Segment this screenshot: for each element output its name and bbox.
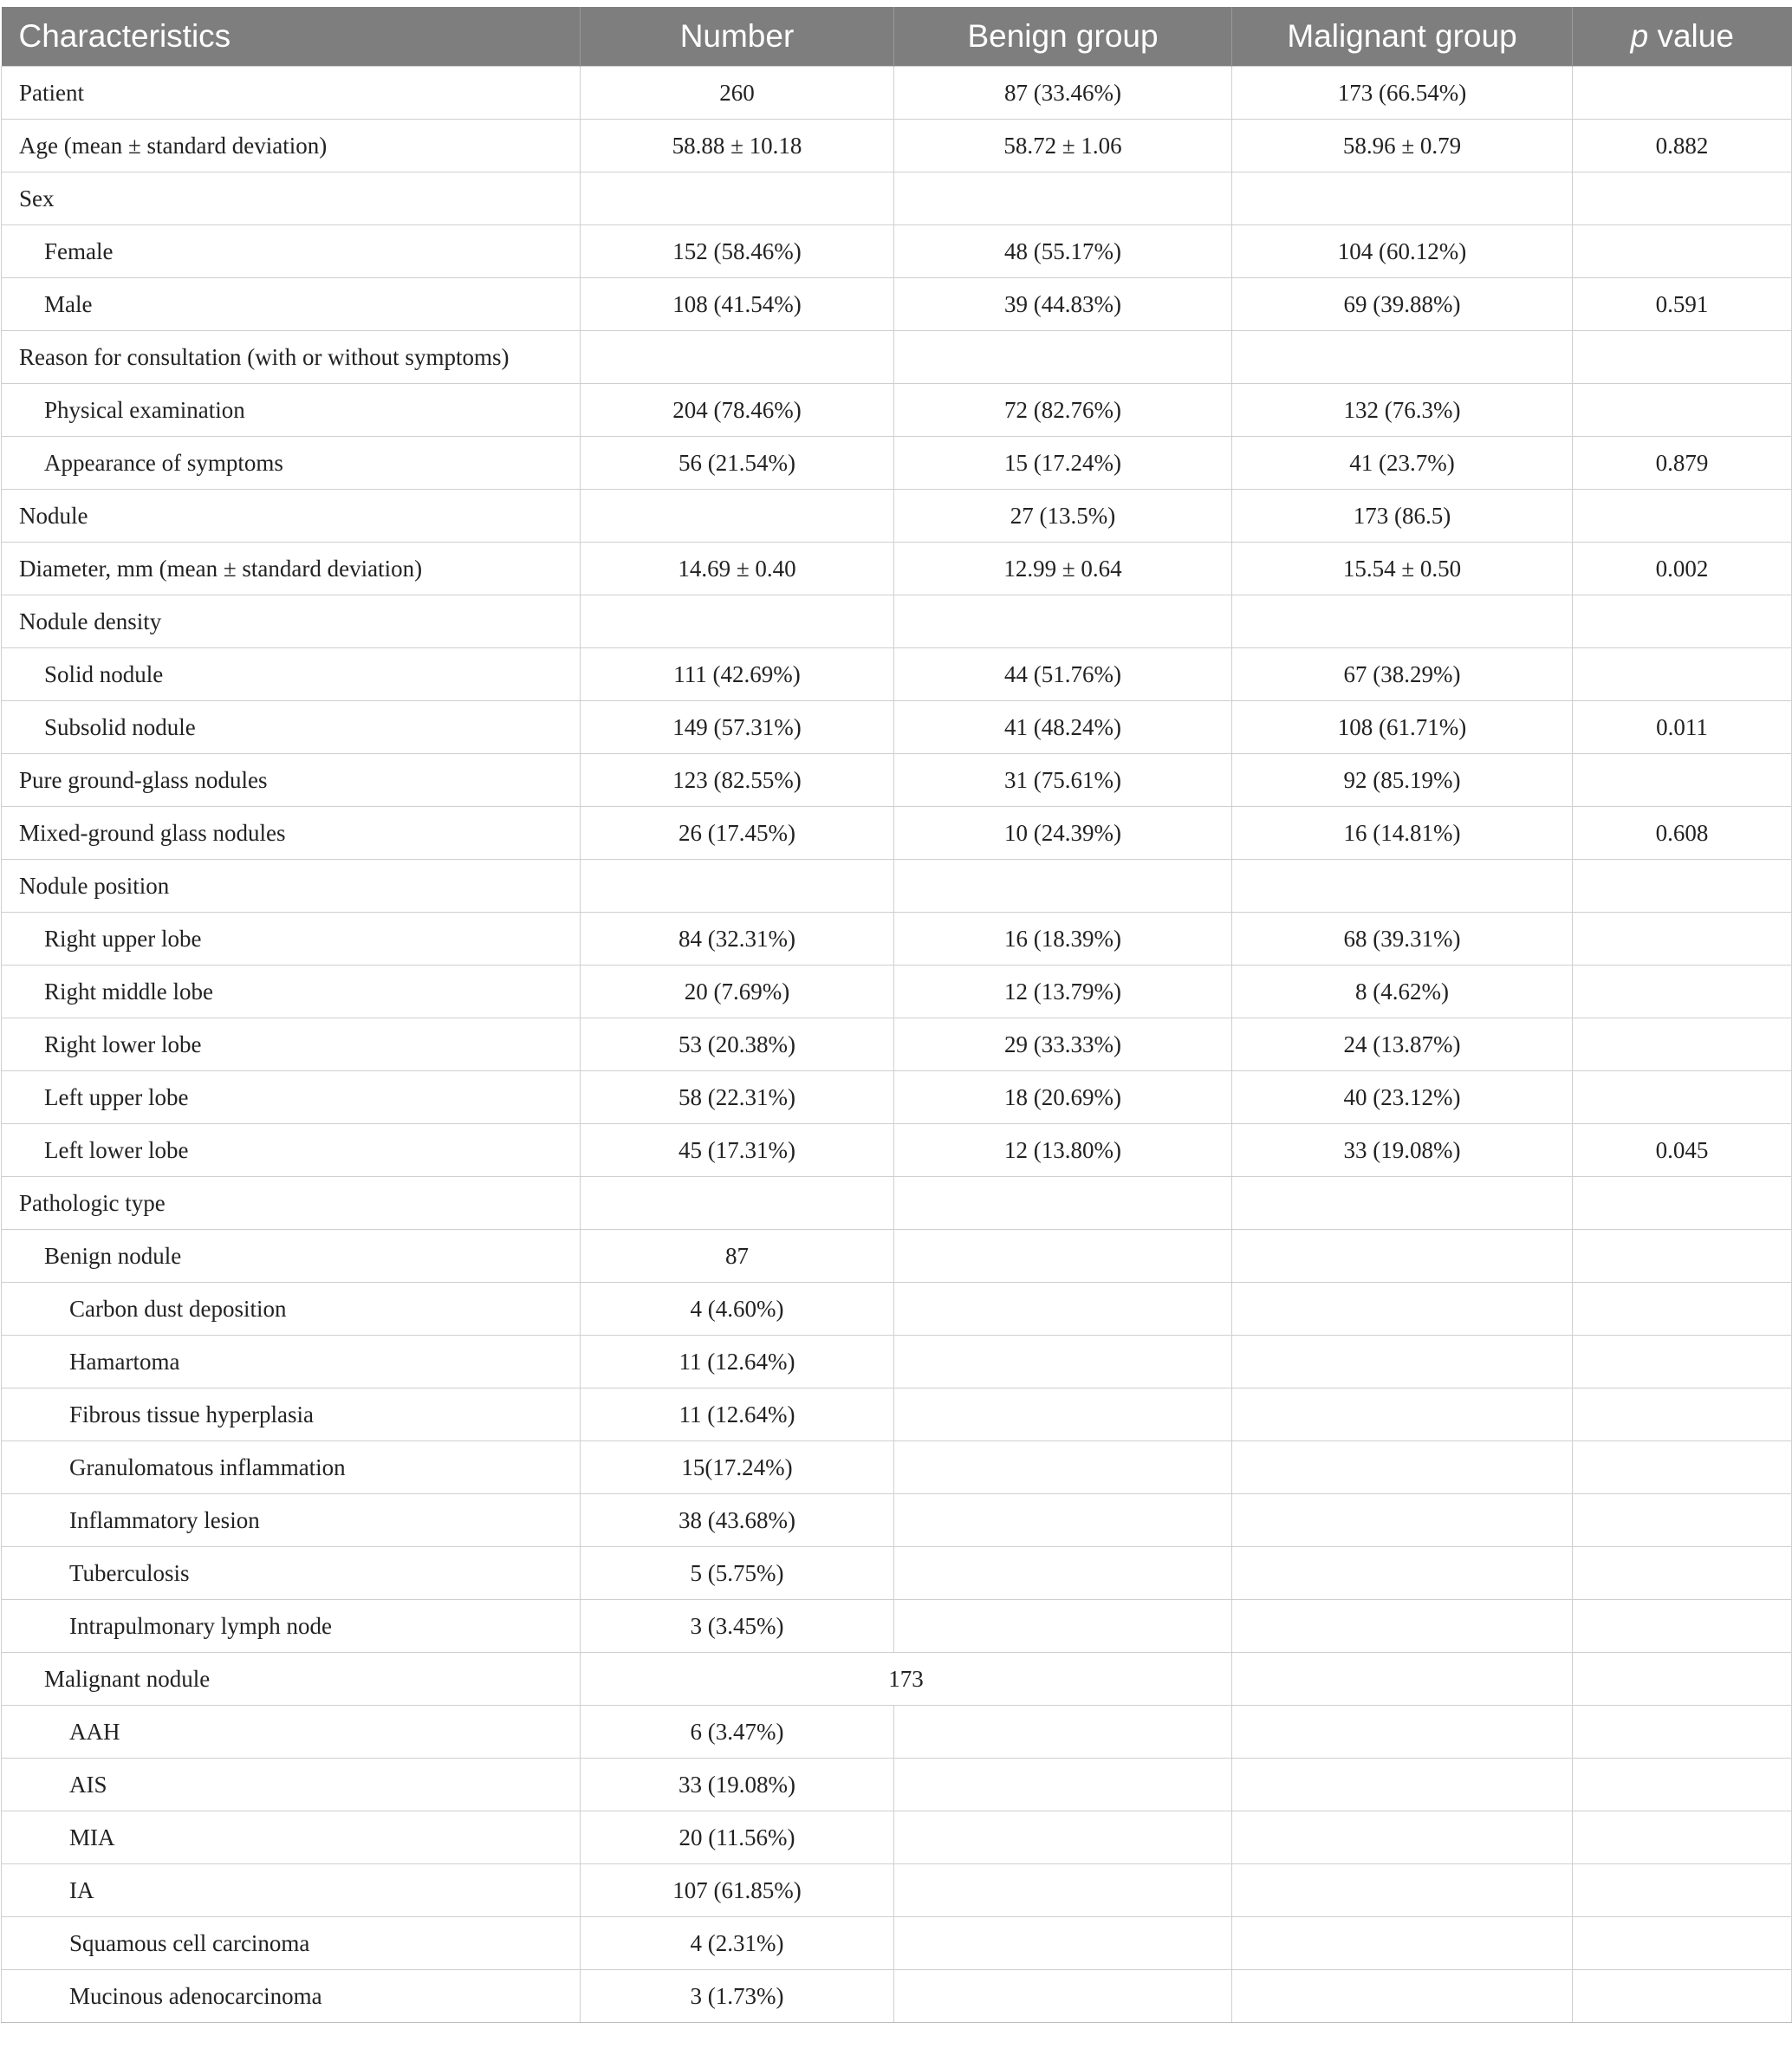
cell-malignant	[1232, 860, 1573, 913]
cell-p-value	[1573, 966, 1792, 1018]
cell-malignant	[1232, 172, 1573, 225]
cell-number: 15(17.24%)	[581, 1441, 894, 1494]
table-row	[2, 331, 1792, 384]
table-row	[2, 1547, 1792, 1600]
cell-number: 45 (17.31%)	[581, 1124, 894, 1177]
cell-malignant: 24 (13.87%)	[1232, 1018, 1573, 1071]
cell-benign: 12 (13.80%)	[894, 1124, 1232, 1177]
cell-benign: 58.72 ± 1.06	[894, 120, 1232, 172]
cell-p-value: 0.882	[1573, 120, 1792, 172]
cell-number: 6 (3.47%)	[581, 1706, 894, 1759]
cell-p-value: 0.045	[1573, 1124, 1792, 1177]
table-row	[2, 1811, 1792, 1864]
table-row	[2, 1388, 1792, 1441]
header-characteristics: Characteristics	[2, 7, 581, 67]
cell-malignant: 69 (39.88%)	[1232, 278, 1573, 331]
cell-benign	[894, 1759, 1232, 1811]
cell-p-value	[1573, 1917, 1792, 1970]
cell-benign: 18 (20.69%)	[894, 1071, 1232, 1124]
cell-number: 152 (58.46%)	[581, 225, 894, 278]
table-row	[2, 1653, 1792, 1706]
cell-p-value	[1573, 331, 1792, 384]
cell-malignant: 108 (61.71%)	[1232, 701, 1573, 754]
cell-number: 26 (17.45%)	[581, 807, 894, 860]
row-label: Malignant nodule	[2, 1653, 581, 1706]
table-body	[2, 67, 1792, 2023]
cell-number: 107 (61.85%)	[581, 1864, 894, 1917]
cell-number: 11 (12.64%)	[581, 1388, 894, 1441]
cell-malignant: 33 (19.08%)	[1232, 1124, 1573, 1177]
cell-benign	[894, 1441, 1232, 1494]
cell-p-value: 0.002	[1573, 543, 1792, 595]
row-label: Intrapulmonary lymph node	[2, 1600, 581, 1653]
cell-number	[581, 172, 894, 225]
cell-number	[581, 331, 894, 384]
cell-p-value	[1573, 1759, 1792, 1811]
row-label: Left lower lobe	[2, 1124, 581, 1177]
cell-number: 4 (4.60%)	[581, 1283, 894, 1336]
row-label: Carbon dust deposition	[2, 1283, 581, 1336]
cell-malignant	[1232, 1336, 1573, 1388]
table-row	[2, 1018, 1792, 1071]
cell-p-value	[1573, 1547, 1792, 1600]
cell-p-value	[1573, 1388, 1792, 1441]
cell-number: 108 (41.54%)	[581, 278, 894, 331]
cell-p-value: 0.011	[1573, 701, 1792, 754]
row-label: IA	[2, 1864, 581, 1917]
row-label: Nodule density	[2, 595, 581, 648]
cell-malignant: 173 (86.5)	[1232, 490, 1573, 543]
cell-benign	[894, 172, 1232, 225]
row-label: Pathologic type	[2, 1177, 581, 1230]
cell-p-value	[1573, 1283, 1792, 1336]
table-row	[2, 701, 1792, 754]
row-label: Right middle lobe	[2, 966, 581, 1018]
table-row	[2, 490, 1792, 543]
cell-benign: 15 (17.24%)	[894, 437, 1232, 490]
cell-number: 84 (32.31%)	[581, 913, 894, 966]
cell-benign: 44 (51.76%)	[894, 648, 1232, 701]
cell-benign: 39 (44.83%)	[894, 278, 1232, 331]
table-row	[2, 860, 1792, 913]
cell-p-value	[1573, 648, 1792, 701]
cell-p-value: 0.608	[1573, 807, 1792, 860]
cell-number: 149 (57.31%)	[581, 701, 894, 754]
cell-p-value	[1573, 384, 1792, 437]
cell-malignant: 173 (66.54%)	[1232, 67, 1573, 120]
cell-p-value	[1573, 860, 1792, 913]
table-row	[2, 1124, 1792, 1177]
cell-benign	[894, 860, 1232, 913]
table-row	[2, 1336, 1792, 1388]
cell-p-value	[1573, 225, 1792, 278]
row-label: AAH	[2, 1706, 581, 1759]
header-number: Number	[581, 7, 894, 67]
cell-number: 56 (21.54%)	[581, 437, 894, 490]
cell-malignant	[1232, 1283, 1573, 1336]
cell-p-value	[1573, 67, 1792, 120]
cell-p-value	[1573, 1177, 1792, 1230]
cell-p-value	[1573, 1336, 1792, 1388]
header-benign-group: Benign group	[894, 7, 1232, 67]
cell-number: 3 (3.45%)	[581, 1600, 894, 1653]
cell-malignant: 41 (23.7%)	[1232, 437, 1573, 490]
row-label: Solid nodule	[2, 648, 581, 701]
cell-benign	[894, 1811, 1232, 1864]
cell-number: 260	[581, 67, 894, 120]
cell-malignant	[1232, 1653, 1573, 1706]
table-row	[2, 1864, 1792, 1917]
header-p-rest: value	[1648, 18, 1734, 54]
cell-number: 58.88 ± 10.18	[581, 120, 894, 172]
cell-benign: 31 (75.61%)	[894, 754, 1232, 807]
row-label: Nodule position	[2, 860, 581, 913]
cell-number: 20 (7.69%)	[581, 966, 894, 1018]
cell-p-value	[1573, 1970, 1792, 2023]
cell-malignant	[1232, 1441, 1573, 1494]
cell-benign: 41 (48.24%)	[894, 701, 1232, 754]
table-row	[2, 1230, 1792, 1283]
cell-number: 4 (2.31%)	[581, 1917, 894, 1970]
cell-number: 38 (43.68%)	[581, 1494, 894, 1547]
table-row	[2, 1759, 1792, 1811]
cell-malignant	[1232, 1230, 1573, 1283]
cell-p-value	[1573, 1600, 1792, 1653]
table-row	[2, 1494, 1792, 1547]
cell-benign	[894, 1547, 1232, 1600]
cell-benign: 12 (13.79%)	[894, 966, 1232, 1018]
row-label: Female	[2, 225, 581, 278]
row-label: Granulomatous inflammation	[2, 1441, 581, 1494]
row-label: Appearance of symptoms	[2, 437, 581, 490]
cell-p-value	[1573, 913, 1792, 966]
cell-malignant	[1232, 1600, 1573, 1653]
table-row	[2, 966, 1792, 1018]
table-header	[2, 7, 1792, 67]
cell-malignant: 68 (39.31%)	[1232, 913, 1573, 966]
cell-number: 111 (42.69%)	[581, 648, 894, 701]
row-label: Mixed-ground glass nodules	[2, 807, 581, 860]
cell-benign	[894, 1864, 1232, 1917]
cell-number	[581, 490, 894, 543]
cell-number: 123 (82.55%)	[581, 754, 894, 807]
cell-p-value	[1573, 1441, 1792, 1494]
cell-number	[581, 860, 894, 913]
cell-malignant: 15.54 ± 0.50	[1232, 543, 1573, 595]
cell-number: 204 (78.46%)	[581, 384, 894, 437]
row-label: Tuberculosis	[2, 1547, 581, 1600]
cell-p-value	[1573, 1494, 1792, 1547]
cell-malignant	[1232, 1917, 1573, 1970]
cell-p-value	[1573, 1811, 1792, 1864]
cell-number: 20 (11.56%)	[581, 1811, 894, 1864]
cell-p-value	[1573, 490, 1792, 543]
cell-malignant	[1232, 1494, 1573, 1547]
table-row	[2, 1071, 1792, 1124]
cell-p-value	[1573, 1230, 1792, 1283]
cell-number: 3 (1.73%)	[581, 1970, 894, 2023]
table-row	[2, 1970, 1792, 2023]
table-row	[2, 807, 1792, 860]
cell-malignant	[1232, 331, 1573, 384]
header-malignant-group: Malignant group	[1232, 7, 1573, 67]
cell-number: 173	[581, 1653, 1232, 1706]
cell-number: 87	[581, 1230, 894, 1283]
row-label: Left upper lobe	[2, 1071, 581, 1124]
cell-benign	[894, 1388, 1232, 1441]
cell-p-value	[1573, 595, 1792, 648]
cell-malignant: 58.96 ± 0.79	[1232, 120, 1573, 172]
cell-benign: 16 (18.39%)	[894, 913, 1232, 966]
cell-benign	[894, 331, 1232, 384]
row-label: Right lower lobe	[2, 1018, 581, 1071]
table-row	[2, 67, 1792, 120]
cell-number: 58 (22.31%)	[581, 1071, 894, 1124]
cell-benign	[894, 1283, 1232, 1336]
cell-benign: 87 (33.46%)	[894, 67, 1232, 120]
cell-benign	[894, 1494, 1232, 1547]
table-row	[2, 1706, 1792, 1759]
cell-benign: 27 (13.5%)	[894, 490, 1232, 543]
row-label: MIA	[2, 1811, 581, 1864]
cell-number: 33 (19.08%)	[581, 1759, 894, 1811]
row-label: Age (mean ± standard deviation)	[2, 120, 581, 172]
cell-benign	[894, 1336, 1232, 1388]
cell-benign: 12.99 ± 0.64	[894, 543, 1232, 595]
row-label: Hamartoma	[2, 1336, 581, 1388]
header-row	[2, 7, 1792, 67]
cell-malignant	[1232, 1177, 1573, 1230]
cell-number: 53 (20.38%)	[581, 1018, 894, 1071]
row-label: Inflammatory lesion	[2, 1494, 581, 1547]
cell-number	[581, 595, 894, 648]
cell-benign: 10 (24.39%)	[894, 807, 1232, 860]
row-label: Physical examination	[2, 384, 581, 437]
cell-malignant: 16 (14.81%)	[1232, 807, 1573, 860]
row-label: Male	[2, 278, 581, 331]
cell-malignant	[1232, 595, 1573, 648]
table-row	[2, 437, 1792, 490]
row-label: Nodule	[2, 490, 581, 543]
cell-number: 5 (5.75%)	[581, 1547, 894, 1600]
cell-malignant: 104 (60.12%)	[1232, 225, 1573, 278]
cell-malignant	[1232, 1547, 1573, 1600]
cell-number: 11 (12.64%)	[581, 1336, 894, 1388]
table-row	[2, 595, 1792, 648]
table-row	[2, 1600, 1792, 1653]
cell-number	[581, 1177, 894, 1230]
cell-malignant: 132 (76.3%)	[1232, 384, 1573, 437]
row-label: Squamous cell carcinoma	[2, 1917, 581, 1970]
cell-number: 14.69 ± 0.40	[581, 543, 894, 595]
cell-p-value	[1573, 1706, 1792, 1759]
cell-malignant	[1232, 1970, 1573, 2023]
row-label: Patient	[2, 67, 581, 120]
cell-malignant: 8 (4.62%)	[1232, 966, 1573, 1018]
row-label: Mucinous adenocarcinoma	[2, 1970, 581, 2023]
row-label: Sex	[2, 172, 581, 225]
row-label: Reason for consultation (with or without symptoms)	[2, 331, 581, 384]
cell-malignant	[1232, 1706, 1573, 1759]
table-row	[2, 278, 1792, 331]
row-label: Diameter, mm (mean ± standard deviation)	[2, 543, 581, 595]
header-p-value	[1573, 7, 1792, 67]
table-row	[2, 1283, 1792, 1336]
cell-p-value: 0.591	[1573, 278, 1792, 331]
row-label: AIS	[2, 1759, 581, 1811]
table-row	[2, 1441, 1792, 1494]
cell-malignant	[1232, 1811, 1573, 1864]
cell-benign: 29 (33.33%)	[894, 1018, 1232, 1071]
cell-benign	[894, 1970, 1232, 2023]
table-row	[2, 120, 1792, 172]
row-label: Right upper lobe	[2, 913, 581, 966]
table-row	[2, 172, 1792, 225]
cell-malignant	[1232, 1759, 1573, 1811]
cell-malignant	[1232, 1388, 1573, 1441]
cell-benign	[894, 1230, 1232, 1283]
cell-benign: 72 (82.76%)	[894, 384, 1232, 437]
cell-p-value	[1573, 1018, 1792, 1071]
table-row	[2, 543, 1792, 595]
row-label: Fibrous tissue hyperplasia	[2, 1388, 581, 1441]
cell-p-value	[1573, 1864, 1792, 1917]
cell-p-value	[1573, 754, 1792, 807]
table-row	[2, 648, 1792, 701]
table-row	[2, 1177, 1792, 1230]
cell-benign	[894, 595, 1232, 648]
cell-malignant	[1232, 1864, 1573, 1917]
header-p-italic: p	[1630, 18, 1649, 54]
row-label: Pure ground-glass nodules	[2, 754, 581, 807]
table-row	[2, 913, 1792, 966]
cell-p-value: 0.879	[1573, 437, 1792, 490]
cell-p-value	[1573, 172, 1792, 225]
row-label: Subsolid nodule	[2, 701, 581, 754]
cell-benign	[894, 1177, 1232, 1230]
cell-benign	[894, 1917, 1232, 1970]
table-row	[2, 1917, 1792, 1970]
cell-benign: 48 (55.17%)	[894, 225, 1232, 278]
cell-malignant: 67 (38.29%)	[1232, 648, 1573, 701]
cell-malignant: 40 (23.12%)	[1232, 1071, 1573, 1124]
cell-benign	[894, 1706, 1232, 1759]
cell-malignant: 92 (85.19%)	[1232, 754, 1573, 807]
table-row	[2, 384, 1792, 437]
table-row	[2, 225, 1792, 278]
row-label: Benign nodule	[2, 1230, 581, 1283]
characteristics-table	[1, 7, 1792, 2023]
cell-p-value	[1573, 1071, 1792, 1124]
cell-benign	[894, 1600, 1232, 1653]
table-row	[2, 754, 1792, 807]
cell-p-value	[1573, 1653, 1792, 1706]
